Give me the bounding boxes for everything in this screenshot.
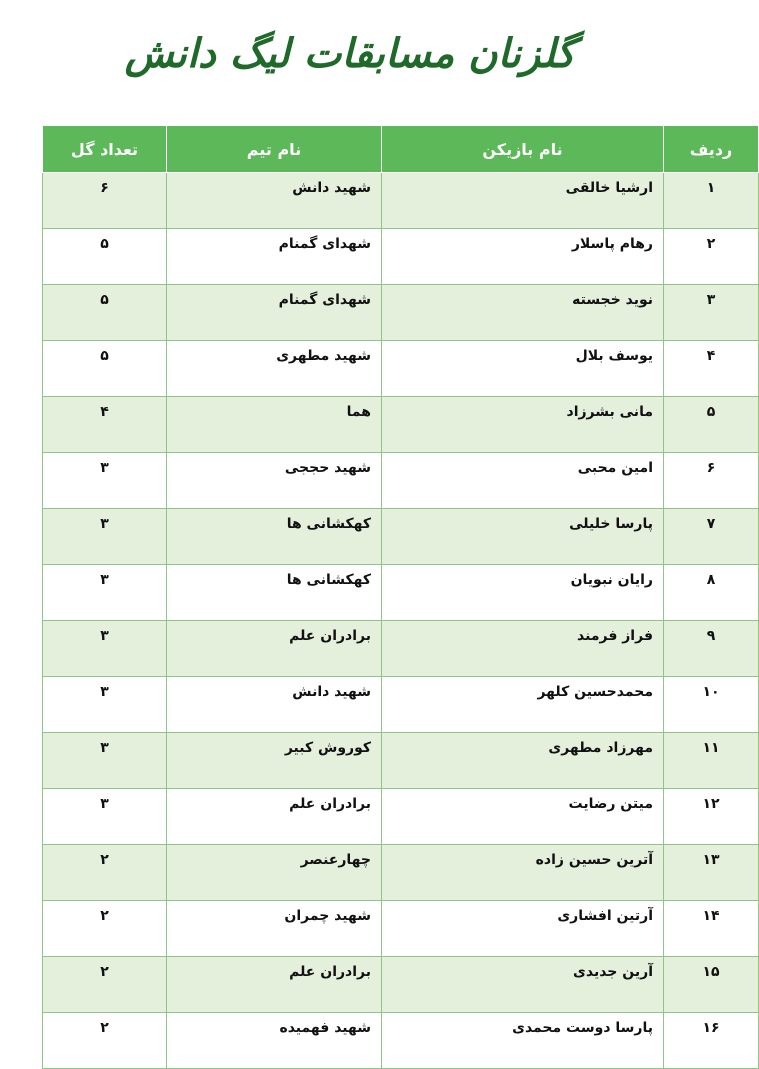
cell-team: برادران علم [167,621,382,677]
top-scorers-table [42,125,759,1069]
cell-team: شهید دانش [167,677,382,733]
cell-team: شهدای گمنام [167,229,382,285]
cell-goals: ۵ [43,285,167,341]
cell-rank: ۶ [664,453,759,509]
cell-player: امین محبی [382,453,664,509]
cell-rank: ۱ [664,173,759,229]
cell-rank: ۱۲ [664,789,759,845]
cell-team: شهید دانش [167,173,382,229]
cell-goals: ۲ [43,845,167,901]
cell-goals: ۶ [43,173,167,229]
table-header-row [43,126,759,173]
cell-player: آرین جدیدی [382,957,664,1013]
cell-goals: ۳ [43,621,167,677]
cell-team: شهید حججی [167,453,382,509]
header-rank: ردیف [664,126,759,173]
cell-rank: ۱۵ [664,957,759,1013]
cell-player: آترین حسین زاده [382,845,664,901]
table-row [43,733,759,789]
cell-player: محمدحسین کلهر [382,677,664,733]
cell-goals: ۵ [43,341,167,397]
cell-rank: ۹ [664,621,759,677]
cell-goals: ۲ [43,901,167,957]
cell-goals: ۴ [43,397,167,453]
cell-rank: ۸ [664,565,759,621]
cell-team: کوروش کبیر [167,733,382,789]
page-title: گلزنان مسابقات لیگ دانش [124,30,576,77]
header-player-name: نام بازیکن [382,126,664,173]
cell-team: کهکشانی ها [167,565,382,621]
cell-team: شهید مطهری [167,341,382,397]
cell-team: برادران علم [167,957,382,1013]
table-row [43,565,759,621]
table-row [43,397,759,453]
cell-goals: ۲ [43,1013,167,1069]
cell-goals: ۵ [43,229,167,285]
cell-team: شهید فهمیده [167,1013,382,1069]
table-row [43,453,759,509]
table-row [43,901,759,957]
table-row [43,509,759,565]
table-row [43,621,759,677]
cell-goals: ۳ [43,677,167,733]
cell-goals: ۳ [43,565,167,621]
table-row [43,173,759,229]
cell-player: نوید خجسته [382,285,664,341]
table-row [43,845,759,901]
table-row [43,229,759,285]
cell-player: فراز فرمند [382,621,664,677]
cell-player: رایان نبویان [382,565,664,621]
cell-rank: ۲ [664,229,759,285]
table-row [43,789,759,845]
table-row [43,285,759,341]
cell-rank: ۷ [664,509,759,565]
cell-player: پارسا خلیلی [382,509,664,565]
table-row [43,957,759,1013]
table-row [43,341,759,397]
cell-player: رهام پاسلار [382,229,664,285]
cell-player: مهرزاد مطهری [382,733,664,789]
cell-team: هما [167,397,382,453]
cell-team: برادران علم [167,789,382,845]
cell-team: شهید چمران [167,901,382,957]
cell-player: مانی بشرزاد [382,397,664,453]
cell-rank: ۴ [664,341,759,397]
cell-goals: ۳ [43,509,167,565]
cell-player: آرتین افشاری [382,901,664,957]
header-team-name: نام تیم [167,126,382,173]
cell-team: چهارعنصر [167,845,382,901]
cell-goals: ۳ [43,789,167,845]
cell-player: ارشیا خالقی [382,173,664,229]
cell-rank: ۱۴ [664,901,759,957]
cell-goals: ۳ [43,733,167,789]
cell-team: کهکشانی ها [167,509,382,565]
table-row [43,677,759,733]
table-row [43,1013,759,1069]
cell-player: میتن رضایت [382,789,664,845]
cell-rank: ۵ [664,397,759,453]
cell-player: یوسف بلال [382,341,664,397]
cell-rank: ۳ [664,285,759,341]
cell-team: شهدای گمنام [167,285,382,341]
cell-rank: ۱۰ [664,677,759,733]
cell-goals: ۲ [43,957,167,1013]
cell-player: پارسا دوست محمدی [382,1013,664,1069]
cell-goals: ۳ [43,453,167,509]
cell-rank: ۱۶ [664,1013,759,1069]
cell-rank: ۱۱ [664,733,759,789]
header-goal-count: تعداد گل [43,126,167,173]
cell-rank: ۱۳ [664,845,759,901]
